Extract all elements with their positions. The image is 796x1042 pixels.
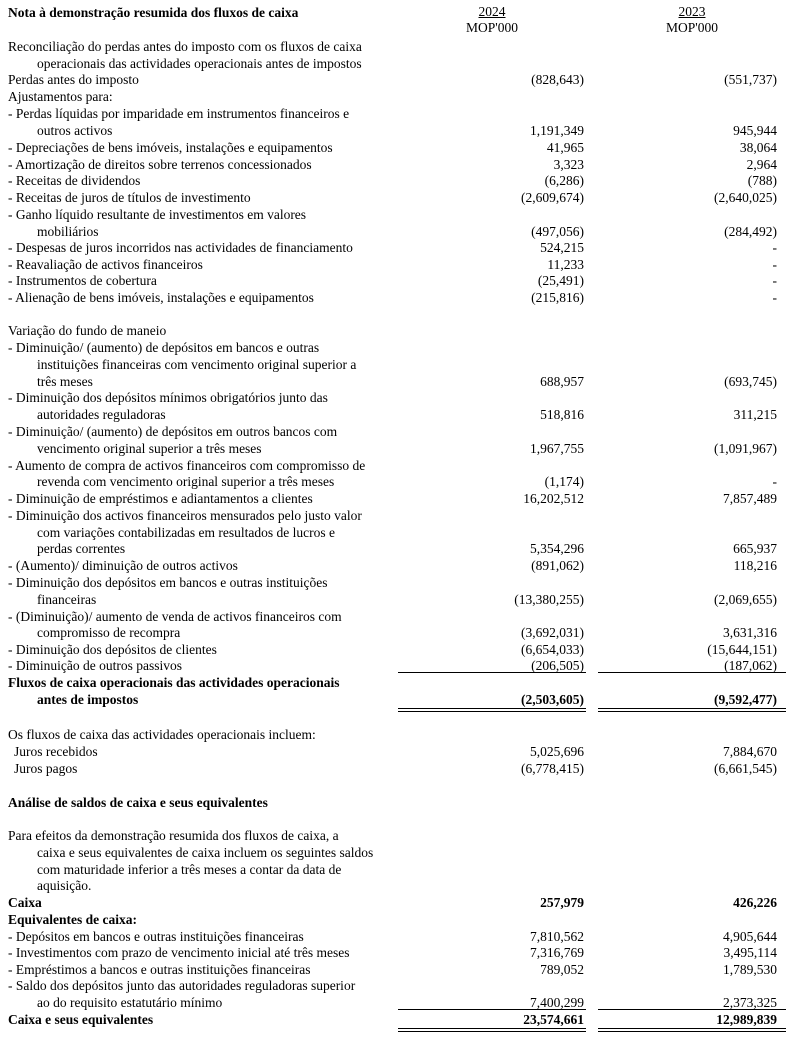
row-label: - Diminuição de empréstimos e adiantamentos a clientes bbox=[8, 491, 313, 506]
value-2024: 1,967,755 bbox=[530, 441, 584, 456]
value-2024: 688,957 bbox=[540, 374, 584, 389]
value-2023: 7,884,670 bbox=[723, 744, 777, 759]
col-2023-unit: MOP'000 bbox=[666, 20, 718, 35]
row-label: - Diminuição dos activos financeiros mensurados pelo justo valor bbox=[8, 508, 362, 523]
row-label: - Depósitos em bancos e outras instituições financeiras bbox=[8, 929, 304, 944]
value-2023: 38,064 bbox=[739, 140, 777, 155]
row-label: Variação do fundo de maneio bbox=[8, 323, 167, 338]
value-2024: 16,202,512 bbox=[523, 491, 584, 506]
row-label: com variações contabilizadas em resultados de lucros e bbox=[37, 525, 336, 540]
row-label: Caixa bbox=[8, 895, 42, 910]
row-label: instituições financeiras com vencimento original superior a bbox=[37, 357, 357, 372]
row-label: - Receitas de juros de títulos de investimento bbox=[8, 190, 251, 205]
row-label: mobiliários bbox=[37, 224, 99, 239]
value-2024: 257,979 bbox=[540, 895, 584, 910]
value-2024: 5,025,696 bbox=[530, 744, 584, 759]
value-2023: (693,745) bbox=[724, 374, 777, 389]
row-label: outros activos bbox=[37, 123, 113, 138]
row-label: vencimento original superior a três meses bbox=[37, 441, 262, 456]
value-2023: - bbox=[772, 273, 777, 288]
row-label: Fluxos de caixa operacionais das actividades operacionais bbox=[8, 675, 340, 690]
value-2023: (2,640,025) bbox=[714, 190, 777, 205]
row-label: operacionais das actividades operacionais antes de impostos bbox=[37, 56, 362, 71]
value-2023: (6,661,545) bbox=[714, 761, 777, 776]
value-2023: 7,857,489 bbox=[723, 491, 777, 506]
value-2023: 1,789,530 bbox=[723, 962, 777, 977]
col-2023-year: 2023 bbox=[678, 4, 706, 19]
value-2023: 3,495,114 bbox=[723, 945, 777, 960]
value-2023: (788) bbox=[747, 173, 777, 188]
row-label: - Diminuição dos depósitos em bancos e outras instituições bbox=[8, 575, 328, 590]
value-2023: - bbox=[772, 290, 777, 305]
row-label: Ajustamentos para: bbox=[8, 89, 113, 104]
total-rule bbox=[398, 711, 586, 712]
row-label: - Aumento de compra de activos financeiros com compromisso de bbox=[8, 458, 366, 473]
row-label: - Saldo dos depósitos junto das autoridades reguladoras superior bbox=[8, 978, 356, 993]
row-label: - Diminuição dos depósitos mínimos obrigatórios junto das bbox=[8, 390, 328, 405]
value-2023: 2,964 bbox=[746, 157, 777, 172]
value-2023: - bbox=[772, 257, 777, 272]
row-label: - Diminuição de outros passivos bbox=[8, 658, 182, 673]
col-2024-unit: MOP'000 bbox=[466, 20, 518, 35]
row-label: compromisso de recompra bbox=[37, 625, 181, 640]
row-label: Análise de saldos de caixa e seus equivalentes bbox=[8, 795, 268, 810]
value-2024: 11,233 bbox=[547, 257, 584, 272]
value-2024: (6,286) bbox=[544, 173, 584, 188]
value-2024: (3,692,031) bbox=[521, 625, 584, 640]
value-2024: (6,778,415) bbox=[521, 761, 584, 776]
value-2024: 7,810,562 bbox=[530, 929, 584, 944]
value-2023: (15,644,151) bbox=[707, 642, 777, 657]
row-label: - Empréstimos a bancos e outras instituições financeiras bbox=[8, 962, 311, 977]
value-2023: (2,069,655) bbox=[714, 592, 777, 607]
row-label: Juros pagos bbox=[14, 761, 78, 776]
value-2023: (284,492) bbox=[724, 224, 777, 239]
value-2023: 665,937 bbox=[733, 541, 777, 556]
total-rule bbox=[598, 708, 786, 709]
row-label: - (Diminuição)/ aumento de venda de activos financeiros com bbox=[8, 609, 342, 624]
row-label: antes de impostos bbox=[37, 692, 139, 707]
row-label: Juros recebidos bbox=[14, 744, 98, 759]
value-2023: (551,737) bbox=[724, 72, 777, 87]
col-2024-year: 2024 bbox=[478, 4, 506, 19]
row-label: - Alienação de bens imóveis, instalações e equipamentos bbox=[8, 290, 314, 305]
value-2024: (25,491) bbox=[537, 273, 584, 288]
total-rule bbox=[398, 708, 586, 709]
total-rule bbox=[598, 1009, 786, 1010]
value-2023: 945,944 bbox=[733, 123, 777, 138]
value-2023: (187,062) bbox=[724, 658, 777, 673]
total-rule bbox=[598, 672, 786, 673]
row-label: - Instrumentos de cobertura bbox=[8, 273, 157, 288]
row-label: Caixa e seus equivalentes bbox=[8, 1012, 154, 1027]
row-label: ao do requisito estatutário mínimo bbox=[37, 995, 223, 1010]
value-2023: 12,989,839 bbox=[716, 1012, 777, 1027]
value-2023: 118,216 bbox=[733, 558, 777, 573]
value-2023: (9,592,477) bbox=[714, 692, 777, 707]
row-label: revenda com vencimento original superior a três meses bbox=[37, 474, 335, 489]
value-2024: (6,654,033) bbox=[521, 642, 584, 657]
value-2024: 5,354,296 bbox=[530, 541, 584, 556]
total-rule bbox=[398, 1028, 586, 1029]
row-label: financeiras bbox=[37, 592, 97, 607]
value-2024: (215,816) bbox=[531, 290, 584, 305]
row-label: autoridades reguladoras bbox=[37, 407, 166, 422]
row-label: Os fluxos de caixa das actividades operacionais incluem: bbox=[8, 727, 316, 742]
row-label: - Diminuição/ (aumento) de depósitos em bancos e outras bbox=[8, 340, 320, 355]
row-label: - Amortização de direitos sobre terrenos concessionados bbox=[8, 157, 312, 172]
total-rule bbox=[398, 1031, 586, 1032]
row-label: Perdas antes do imposto bbox=[8, 72, 139, 87]
value-2024: (828,643) bbox=[531, 72, 584, 87]
value-2024: 3,323 bbox=[553, 157, 584, 172]
value-2024: 1,191,349 bbox=[530, 123, 584, 138]
value-2024: 789,052 bbox=[540, 962, 584, 977]
row-label: Equivalentes de caixa: bbox=[8, 912, 138, 927]
value-2024: 7,316,769 bbox=[530, 945, 584, 960]
row-label: - Receitas de dividendos bbox=[8, 173, 141, 188]
value-2023: - bbox=[772, 474, 777, 489]
row-label: - Perdas líquidas por imparidade em instrumentos financeiros e bbox=[8, 106, 350, 121]
total-rule bbox=[598, 711, 786, 712]
value-2024: (2,503,605) bbox=[521, 692, 584, 707]
value-2023: 311,215 bbox=[733, 407, 777, 422]
row-label: - Diminuição dos depósitos de clientes bbox=[8, 642, 217, 657]
value-2023: 3,631,316 bbox=[723, 625, 777, 640]
row-label: - (Aumento)/ diminuição de outros activos bbox=[8, 558, 238, 573]
value-2024: 524,215 bbox=[540, 240, 584, 255]
row-label: - Reavaliação de activos financeiros bbox=[8, 257, 203, 272]
row-label: Reconciliação do perdas antes do imposto com os fluxos de caixa bbox=[8, 39, 362, 54]
value-2024: (2,609,674) bbox=[521, 190, 584, 205]
total-rule bbox=[598, 1028, 786, 1029]
row-label: - Ganho líquido resultante de investimentos em valores bbox=[8, 207, 307, 222]
row-label: três meses bbox=[37, 374, 93, 389]
value-2023: - bbox=[772, 240, 777, 255]
row-label: - Investimentos com prazo de vencimento inicial até três meses bbox=[8, 945, 350, 960]
value-2024: (13,380,255) bbox=[514, 592, 584, 607]
value-2023: (1,091,967) bbox=[714, 441, 777, 456]
row-label: aquisição. bbox=[37, 878, 92, 893]
total-rule bbox=[398, 1009, 586, 1010]
value-2023: 4,905,644 bbox=[723, 929, 777, 944]
value-2024: (206,505) bbox=[531, 658, 584, 673]
row-label: - Diminuição/ (aumento) de depósitos em outros bancos com bbox=[8, 424, 338, 439]
total-rule bbox=[398, 672, 586, 673]
value-2023: 2,373,325 bbox=[723, 995, 777, 1010]
value-2023: 426,226 bbox=[733, 895, 777, 910]
value-2024: (891,062) bbox=[531, 558, 584, 573]
total-rule bbox=[598, 1031, 786, 1032]
value-2024: 23,574,661 bbox=[523, 1012, 584, 1027]
row-label: caixa e seus equivalentes de caixa incluem os seguintes saldos bbox=[37, 845, 374, 860]
value-2024: 518,816 bbox=[540, 407, 584, 422]
value-2024: (1,174) bbox=[544, 474, 584, 489]
row-label: - Despesas de juros incorridos nas actividades de financiamento bbox=[8, 240, 353, 255]
value-2024: 41,965 bbox=[546, 140, 584, 155]
row-label: Para efeitos da demonstração resumida dos fluxos de caixa, a bbox=[8, 828, 339, 843]
value-2024: 7,400,299 bbox=[530, 995, 584, 1010]
note-title: Nota à demonstração resumida dos fluxos de caixa bbox=[8, 5, 299, 20]
row-label: - Depreciações de bens imóveis, instalações e equipamentos bbox=[8, 140, 333, 155]
value-2024: (497,056) bbox=[531, 224, 584, 239]
row-label: perdas correntes bbox=[37, 541, 126, 556]
row-label: com maturidade inferior a três meses a contar da data de bbox=[37, 862, 342, 877]
